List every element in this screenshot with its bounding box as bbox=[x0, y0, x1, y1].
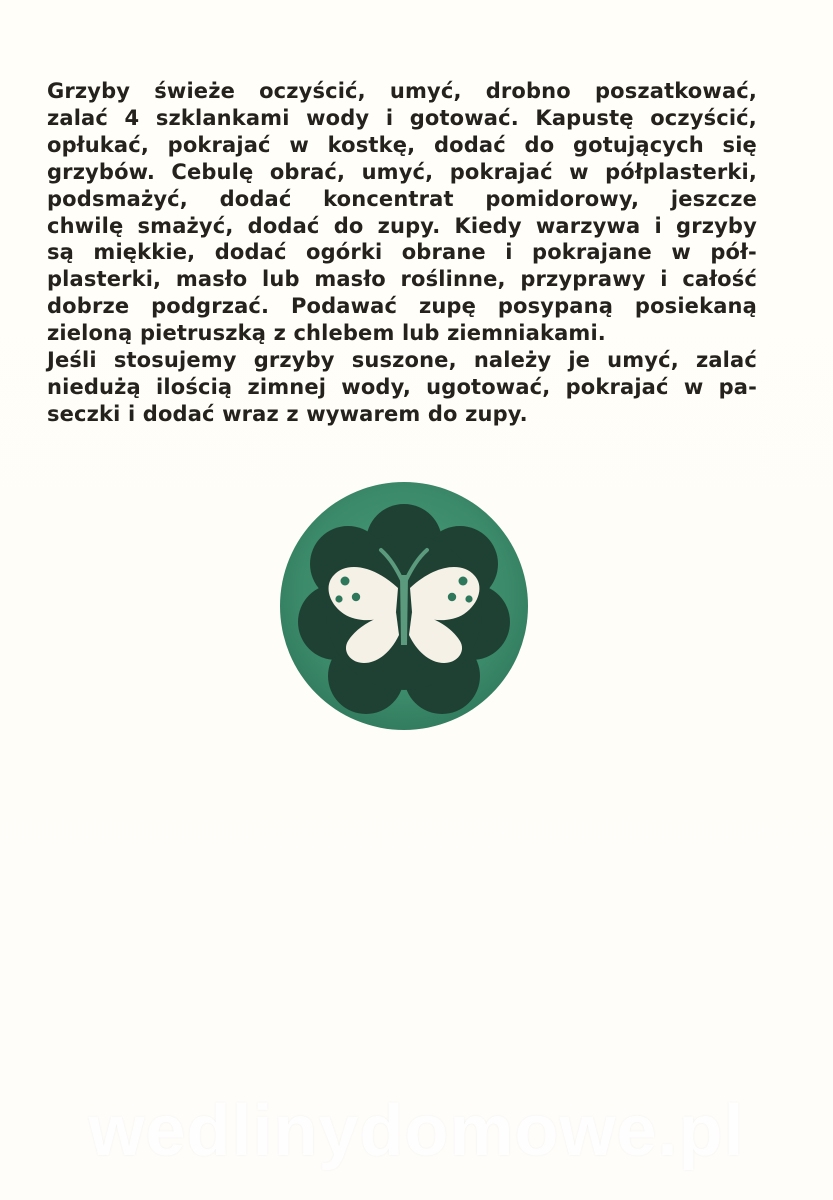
word: półplasterki, bbox=[605, 159, 757, 184]
word: wody bbox=[306, 105, 370, 130]
word: w bbox=[289, 132, 309, 157]
word: roślinne, bbox=[400, 267, 506, 292]
word: warzywa bbox=[535, 213, 641, 238]
word: zupy. bbox=[465, 401, 528, 426]
word: zimnej bbox=[247, 374, 327, 399]
word: koncentrat bbox=[323, 186, 454, 211]
text-line bbox=[47, 105, 757, 132]
word: 4 bbox=[124, 105, 140, 130]
word: chlebem bbox=[293, 321, 395, 346]
word: podsmażyć, bbox=[47, 186, 188, 211]
site-watermark: wedlinydomowe.pl bbox=[88, 1091, 745, 1171]
word: masło bbox=[175, 267, 248, 292]
word: je bbox=[568, 348, 591, 373]
word: pa- bbox=[718, 374, 757, 399]
word: umyć, bbox=[389, 79, 462, 103]
word: oczyścić, bbox=[650, 105, 757, 130]
word: przyprawy bbox=[520, 267, 646, 292]
word: zieloną bbox=[47, 321, 133, 346]
word: należy bbox=[473, 348, 552, 373]
recipe-text bbox=[47, 78, 757, 428]
word: poszatkować, bbox=[594, 79, 757, 103]
word: kostkę, bbox=[327, 132, 416, 157]
word: całość bbox=[682, 267, 757, 292]
word: pokrajać bbox=[449, 159, 553, 184]
word: pietruszką bbox=[139, 321, 267, 346]
word: w bbox=[569, 159, 589, 184]
word: seczki bbox=[47, 401, 121, 426]
word: smażyć, bbox=[137, 213, 234, 238]
word: w bbox=[683, 374, 704, 399]
word: umyć, bbox=[361, 159, 434, 184]
butterfly-emblem bbox=[278, 480, 530, 732]
word: do bbox=[427, 401, 458, 426]
word: ziemniakami. bbox=[447, 321, 606, 346]
word: dodać bbox=[247, 213, 320, 238]
word: Grzyby bbox=[47, 79, 131, 103]
word: do bbox=[524, 132, 555, 157]
word: Cebulę bbox=[171, 159, 254, 184]
word: lub bbox=[401, 321, 440, 346]
text-line bbox=[47, 347, 757, 374]
word: pokrajać bbox=[565, 374, 669, 399]
word: jeszcze bbox=[670, 186, 757, 211]
text-line bbox=[47, 401, 757, 428]
word: suszone, bbox=[351, 348, 457, 373]
word: są bbox=[47, 240, 74, 265]
word: dodać bbox=[433, 132, 506, 157]
word: podgrzać. bbox=[151, 294, 270, 319]
word: zalać bbox=[695, 348, 757, 373]
word: posypaną bbox=[497, 294, 614, 319]
text-line bbox=[47, 186, 757, 213]
word: i bbox=[505, 240, 513, 265]
text-line bbox=[47, 132, 757, 159]
word: lub bbox=[262, 267, 300, 292]
word: chwilę bbox=[47, 213, 124, 238]
word: stosujemy bbox=[113, 348, 237, 373]
word: Jeśli bbox=[47, 348, 97, 373]
word: wywarem bbox=[306, 401, 421, 426]
word: oczyścić, bbox=[259, 79, 366, 103]
word: ogórki bbox=[306, 240, 383, 265]
word: z bbox=[273, 321, 286, 346]
word: pół- bbox=[710, 240, 757, 265]
word: Kapustę bbox=[535, 105, 634, 130]
word: gotujących bbox=[572, 132, 704, 157]
word: masło bbox=[314, 267, 386, 292]
word: świeże bbox=[154, 79, 235, 103]
word: się bbox=[722, 132, 757, 157]
word: pokrajane bbox=[532, 240, 652, 265]
word: obrać, bbox=[269, 159, 346, 184]
word: zupy. bbox=[377, 213, 441, 238]
word: drobno bbox=[485, 79, 571, 103]
word: dobrze bbox=[47, 294, 130, 319]
word: zupę bbox=[418, 294, 477, 319]
word: do bbox=[333, 213, 364, 238]
word: umyć, bbox=[607, 348, 679, 373]
word: posiekaną bbox=[634, 294, 757, 319]
word: dodać bbox=[214, 240, 287, 265]
text-line bbox=[47, 374, 757, 401]
word: dodać bbox=[219, 186, 292, 211]
word: i bbox=[654, 213, 662, 238]
word: Podawać bbox=[291, 294, 398, 319]
word: ilością bbox=[156, 374, 233, 399]
text-line bbox=[47, 213, 757, 240]
word: zalać bbox=[47, 105, 108, 130]
word: plasterki, bbox=[47, 267, 162, 292]
word: w bbox=[671, 240, 691, 265]
word: i bbox=[127, 401, 136, 426]
text-line bbox=[47, 159, 757, 186]
word: grzyby bbox=[676, 213, 757, 238]
word: pokrajać bbox=[167, 132, 271, 157]
word: i bbox=[385, 105, 394, 130]
word: niedużą bbox=[47, 374, 141, 399]
word: gotować. bbox=[409, 105, 519, 130]
word: wody, bbox=[341, 374, 411, 399]
word: miękkie, bbox=[93, 240, 196, 265]
text-line bbox=[47, 266, 757, 293]
word: Kiedy bbox=[454, 213, 522, 238]
word: pomidorowy, bbox=[485, 186, 640, 211]
word: ugotować, bbox=[426, 374, 551, 399]
text-line bbox=[47, 239, 757, 266]
word: wraz bbox=[222, 401, 279, 426]
word: grzybów. bbox=[47, 159, 155, 184]
word: opłukać, bbox=[47, 132, 149, 157]
text-line bbox=[47, 78, 757, 105]
word: z bbox=[286, 401, 299, 426]
text-line bbox=[47, 320, 757, 347]
word: szklankami bbox=[155, 105, 290, 130]
word: dodać bbox=[142, 401, 215, 426]
word: obrane bbox=[401, 240, 486, 265]
text-line bbox=[47, 293, 757, 320]
word: grzyby bbox=[253, 348, 335, 373]
word: i bbox=[660, 267, 668, 292]
